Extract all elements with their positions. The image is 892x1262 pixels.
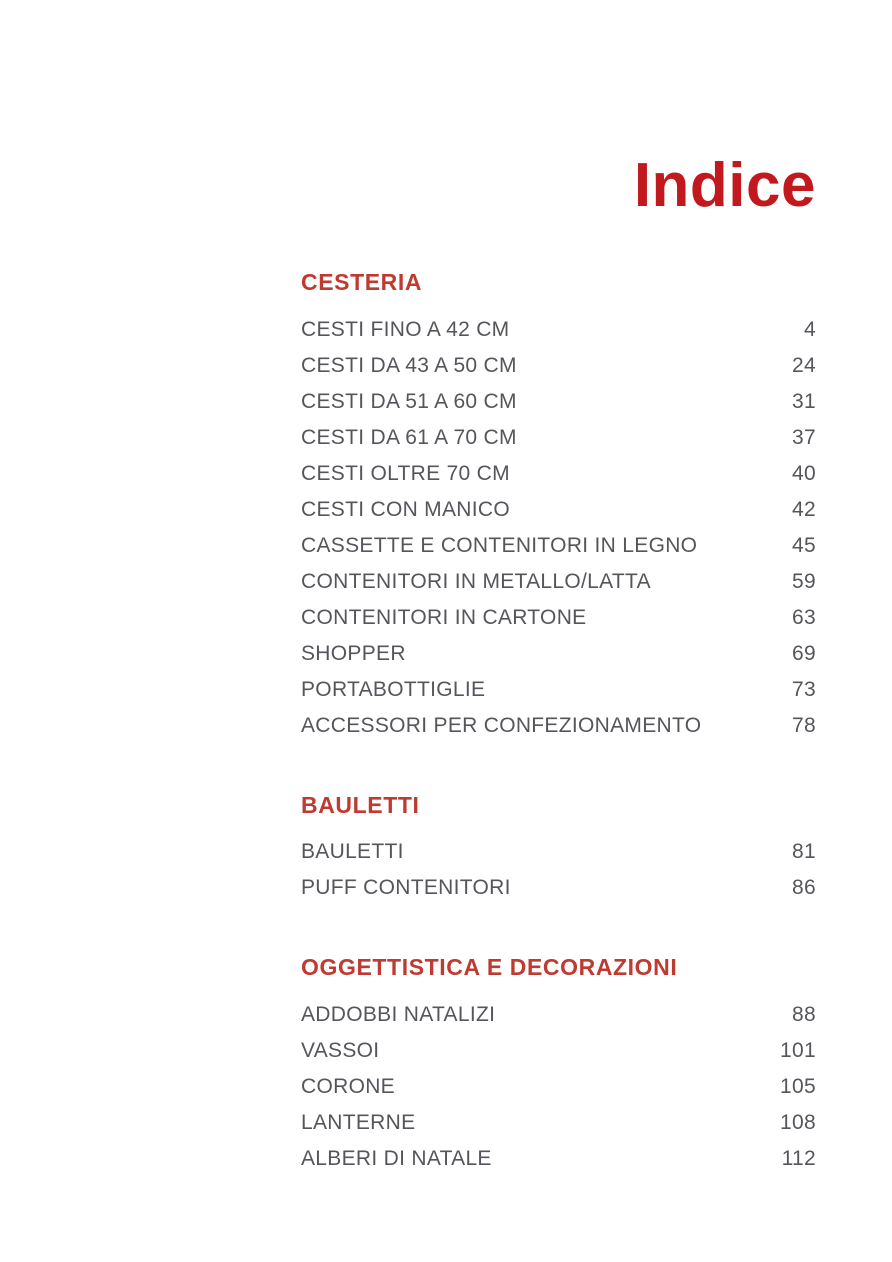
- toc-row[interactable]: [301, 1069, 816, 1105]
- toc-row[interactable]: [301, 312, 816, 348]
- index-content-column: [301, 0, 816, 1177]
- toc-item-label: CONTENITORI IN CARTONE: [301, 605, 587, 629]
- toc-row[interactable]: [301, 672, 816, 708]
- toc-item-page: 42: [792, 497, 816, 521]
- toc-row[interactable]: [301, 384, 816, 420]
- toc-item-page: 69: [792, 641, 816, 665]
- toc-row[interactable]: [301, 420, 816, 456]
- toc-item-label: CESTI DA 51 A 60 CM: [301, 389, 517, 413]
- toc-item-label: CESTI OLTRE 70 CM: [301, 461, 510, 485]
- toc-row[interactable]: [301, 997, 816, 1033]
- toc-row[interactable]: [301, 492, 816, 528]
- toc-item-label: CESTI DA 43 A 50 CM: [301, 353, 517, 377]
- toc-item-label: ALBERI DI NATALE: [301, 1146, 492, 1170]
- toc-item-page: 101: [780, 1038, 816, 1062]
- toc-row[interactable]: [301, 348, 816, 384]
- toc-row[interactable]: [301, 708, 816, 744]
- toc-item-page: 112: [781, 1146, 816, 1170]
- toc-item-label: CESTI DA 61 A 70 CM: [301, 425, 517, 449]
- toc-item-label: CESTI CON MANICO: [301, 497, 510, 521]
- toc-row[interactable]: [301, 834, 816, 870]
- toc-item-page: 24: [792, 353, 816, 377]
- toc-row[interactable]: [301, 870, 816, 906]
- toc-row[interactable]: [301, 1033, 816, 1069]
- toc-item-label: PUFF CONTENITORI: [301, 876, 511, 900]
- toc-item-label: ACCESSORI PER CONFEZIONAMENTO: [301, 713, 702, 737]
- toc-item-label: BAULETTI: [301, 840, 404, 864]
- toc-item-page: 4: [804, 317, 816, 341]
- page-title: Indice: [633, 151, 816, 220]
- toc-row[interactable]: [301, 636, 816, 672]
- toc-item-page: 40: [792, 461, 816, 485]
- toc-section-cesteria: [301, 269, 816, 743]
- toc-section-oggettistica: [301, 954, 816, 1176]
- toc-item-page: 78: [792, 713, 816, 737]
- toc-item-page: 105: [780, 1074, 816, 1098]
- toc-item-page: 59: [792, 569, 816, 593]
- toc-row[interactable]: [301, 564, 816, 600]
- toc-item-page: 45: [792, 533, 816, 557]
- toc-item-page: 108: [780, 1110, 816, 1134]
- toc-item-label: CONTENITORI IN METALLO/LATTA: [301, 569, 651, 593]
- toc-item-label: VASSOI: [301, 1038, 380, 1062]
- toc-row[interactable]: [301, 600, 816, 636]
- toc-item-label: CASSETTE E CONTENITORI IN LEGNO: [301, 533, 698, 557]
- section-title: BAULETTI: [301, 791, 420, 818]
- toc-item-label: SHOPPER: [301, 641, 406, 665]
- toc-row[interactable]: [301, 1105, 816, 1141]
- toc-item-label: CESTI FINO A 42 CM: [301, 317, 510, 341]
- toc-item-label: ADDOBBI NATALIZI: [301, 1002, 496, 1026]
- toc-item-page: 63: [792, 605, 816, 629]
- toc-item-page: 88: [792, 1002, 816, 1026]
- toc-section-bauletti: [301, 792, 816, 906]
- toc-item-label: LANTERNE: [301, 1110, 416, 1134]
- section-title: OGGETTISTICA E DECORAZIONI: [301, 954, 678, 981]
- toc-item-page: 81: [792, 840, 816, 864]
- toc-row[interactable]: [301, 1141, 816, 1177]
- toc-item-page: 86: [792, 876, 816, 900]
- toc-row[interactable]: [301, 528, 816, 564]
- toc-item-page: 31: [792, 389, 816, 413]
- toc-item-label: PORTABOTTIGLIE: [301, 677, 486, 701]
- toc-item-page: 73: [792, 677, 816, 701]
- toc-item-label: CORONE: [301, 1074, 395, 1098]
- toc-item-page: 37: [792, 425, 816, 449]
- toc-row[interactable]: [301, 456, 816, 492]
- section-title: CESTERIA: [301, 269, 423, 296]
